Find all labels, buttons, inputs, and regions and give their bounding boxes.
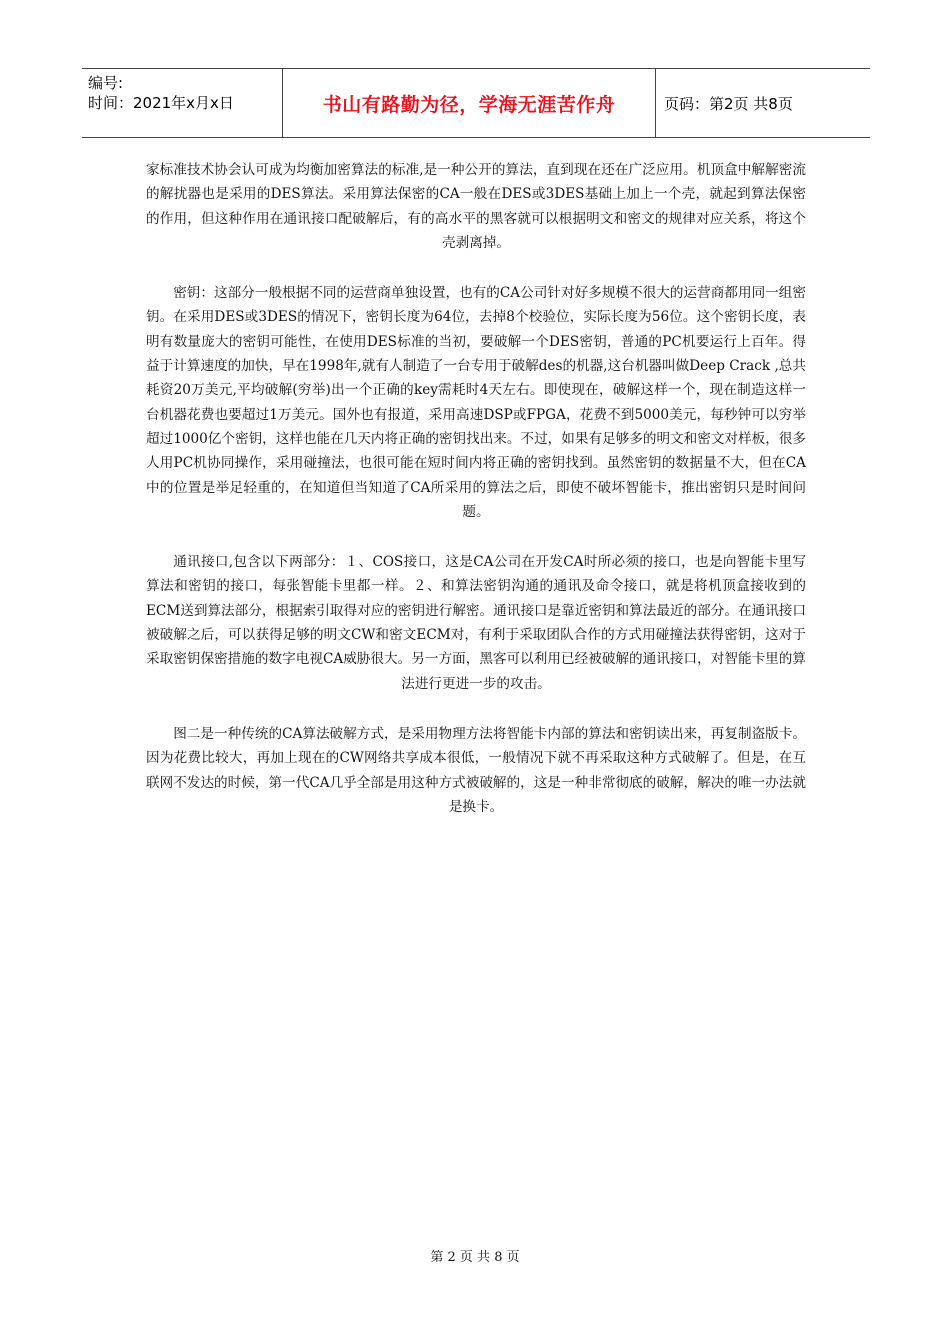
- document-body: [146, 158, 806, 845]
- paragraph-keys: 密钥：这部分一般根据不同的运营商单独设置，也有的CA公司针对好多规模不很大的运营商都用同一组密钥。在采用DES或3DES的情况下，密钥长度为64位，去掉8个校验位，实际长度为56位。这个密钥长度，表明有数量庞大的密钥可能性，在使用DES标准的当初，要破解一个DES密钥，普通的PC机要运行上百年。得益于计算速度的加快，早在1998年,就有人制造了一台专用于破解des的机器,这台机器叫做Deep Crack ,总共耗资20万美元,平均破解(穷举)出一个正确的key需耗时4天左右。即使现在，破解这样一个，现在制造这样一台机器花费也要超过1万美元。国外也有报道，采用高速DSP或FPGA，花费不到5000美元，每秒钟可以穷举超过1000亿个密钥，这样也能在几天内将正确的密钥找出来。不过，如果有足够多的明文和密文对样板，很多人用PC机协同操作，采用碰撞法，也很可能在短时间内将正确的密钥找到。虽然密钥的数据量不大，但在CA中的位置是举足轻重的，在知道但当知道了CA所采用的算法之后，即使不破坏智能卡，推出密钥只是时间问题。: [146, 285, 806, 520]
- header-divider-right: [655, 69, 656, 137]
- paragraph-interface: 通讯接口,包含以下两部分：１、COS接口，这是CA公司在开发CA时所必须的接口，也是向智能卡里写算法和密钥的接口，每张智能卡里都一样。２、和算法密钥沟通的通讯及命令接口，就是将机顶盒接收到的ECM送到算法部分，根据索引取得对应的密钥进行解密。通讯接口是靠近密钥和算法最近的部分。在通讯接口被破解之后，可以获得足够的明文CW和密文ECM对，有利于采取团队合作的方式用碰撞法获得密钥，这对于采取密钥保密措施的数字电视CA威胁很大。另一方面，黑客可以利用已经被破解的通讯接口，对智能卡里的算法进行更进一步的攻击。: [146, 554, 806, 692]
- paragraph-des-algorithm: 家标准技术协会认可成为均衡加密算法的标准,是一种公开的算法，直到现在还在广泛应用。机顶盒中解解密流的解扰器也是采用的DES算法。采用算法保密的CA一般在DES或3DES基础上加上一个壳，就起到算法保密的作用，但这种作用在通讯接口配破解后，有的高水平的黑客就可以根据明文和密文的规律对应关系，将这个壳剥离掉。: [146, 162, 806, 251]
- doc-number-label: 编号:: [88, 74, 124, 92]
- header-motto: 书山有路勤为径，学海无涯苦作舟: [322, 93, 616, 116]
- header-page-number: 页码：第2页 共8页: [664, 94, 793, 113]
- page-header: [82, 68, 870, 138]
- paragraph-physical-attack: 图二是一种传统的CA算法破解方式，是采用物理方法将智能卡内部的算法和密钥读出来，再复制盗版卡。因为花费比较大，再加上现在的CW网络共享成本很低，一般情况下就不再采取这种方式破解了。但是，在互联网不发达的时候，第一代CA几乎全部是用这种方式被破解的，这是一种非常彻底的破解，解决的唯一办法就是换卡。: [146, 725, 806, 815]
- date-label: 时间：2021年x月x日: [88, 94, 234, 112]
- header-meta: [88, 73, 278, 113]
- page-footer: 第 2 页 共 8 页: [430, 1250, 520, 1265]
